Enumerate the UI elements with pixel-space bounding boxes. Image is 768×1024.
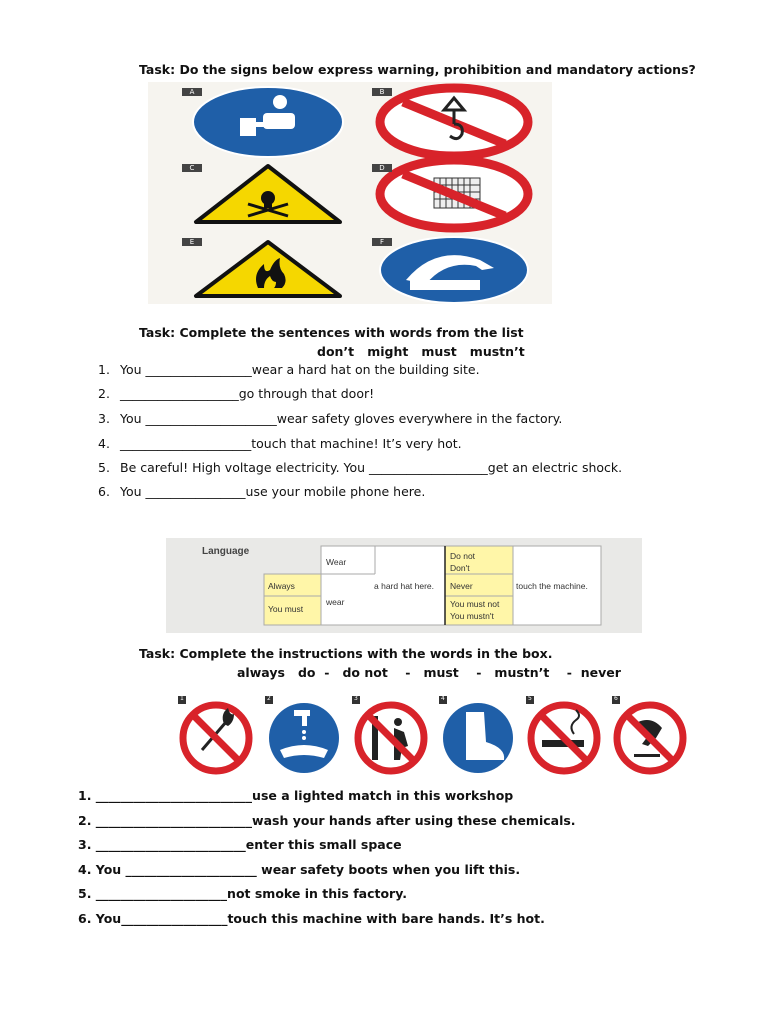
item-number: 6. bbox=[98, 484, 110, 499]
list-item: 3. ________________________enter this small space bbox=[78, 837, 402, 852]
no-touching-icon bbox=[617, 705, 683, 771]
item-number: 2. bbox=[98, 386, 110, 401]
lang-you-must: You must bbox=[268, 604, 304, 614]
wash-hands-icon bbox=[269, 703, 339, 773]
sign-letter-e: E bbox=[182, 238, 202, 246]
lang-dont: Don't bbox=[450, 563, 470, 573]
lang-wear-top: Wear bbox=[326, 557, 347, 567]
list-item: 6. You_________________touch this machine with bare hands. It’s hot. bbox=[78, 911, 545, 926]
item-text: You ________________use your mobile phone here. bbox=[120, 484, 426, 499]
lang-hard-hat: a hard hat here. bbox=[374, 581, 435, 591]
item-number: 3. bbox=[98, 411, 110, 426]
sign-letter-c: C bbox=[182, 164, 202, 172]
sign-letter-a: A bbox=[182, 88, 202, 96]
safety-boots-icon bbox=[443, 703, 513, 773]
item-text: You _____________________wear safety gloves everywhere in the factory. bbox=[120, 411, 563, 426]
sign-letter-b: B bbox=[372, 88, 392, 96]
task3-word-box: always do - do not - must - mustn’t - never bbox=[237, 665, 621, 680]
sign-number: 3 bbox=[354, 695, 358, 702]
sign-letter-d: D bbox=[372, 164, 392, 172]
sign-number: 2 bbox=[267, 695, 271, 702]
sign-number: 4 bbox=[441, 695, 445, 702]
prohibition-signs-row bbox=[176, 692, 690, 778]
sign-number: 1 bbox=[180, 695, 184, 702]
item-text: You _________________wear a hard hat on the building site. bbox=[120, 362, 480, 377]
lang-touch: touch the machine. bbox=[516, 581, 588, 591]
item-text: ___________________go through that door! bbox=[120, 386, 375, 401]
no-smoking-icon bbox=[531, 705, 597, 771]
lang-you-mustnt: You mustn't bbox=[450, 611, 494, 621]
task2-word-list: don’t might must mustn’t bbox=[317, 344, 525, 359]
sign-number: 5 bbox=[528, 695, 532, 702]
lang-always: Always bbox=[268, 581, 295, 591]
item-text: Be careful! High voltage electricity. You ___________________get an electric shock. bbox=[120, 460, 623, 475]
list-item: 1. _________________________use a lighted match in this workshop bbox=[78, 788, 514, 803]
item-text: _____________________touch that machine! It’s very hot. bbox=[120, 436, 462, 451]
task3-heading: Task: Complete the instructions with the words in the box. bbox=[139, 646, 553, 661]
lang-do-not: Do not bbox=[450, 551, 476, 561]
language-title: Language bbox=[202, 546, 250, 557]
no-entry-icon bbox=[358, 705, 424, 771]
task2-list bbox=[0, 362, 768, 512]
list-item: 4. You _____________________ wear safety boots when you lift this. bbox=[78, 862, 521, 877]
sign-number: 6 bbox=[614, 695, 618, 702]
item-number: 4. bbox=[98, 436, 110, 451]
lang-wear-bottom: wear bbox=[326, 597, 345, 607]
sign-f-mandatory bbox=[380, 237, 528, 303]
list-item: 2. _________________________wash your hands after using these chemicals. bbox=[78, 813, 576, 828]
list-item: 5. _____________________not smoke in this factory. bbox=[78, 886, 407, 901]
task1-heading: Task: Do the signs below express warning, prohibition and mandatory actions? bbox=[139, 62, 696, 77]
lang-you-must-not: You must not bbox=[450, 599, 500, 609]
signs-panel bbox=[148, 82, 552, 304]
task2-heading: Task: Complete the sentences with words from the list bbox=[139, 325, 524, 340]
language-box bbox=[166, 538, 642, 633]
sign-letter-f: F bbox=[372, 238, 392, 246]
no-open-flame-icon bbox=[183, 705, 249, 771]
lang-never: Never bbox=[450, 581, 473, 591]
item-number: 5. bbox=[98, 460, 110, 475]
item-number: 1. bbox=[98, 362, 110, 377]
